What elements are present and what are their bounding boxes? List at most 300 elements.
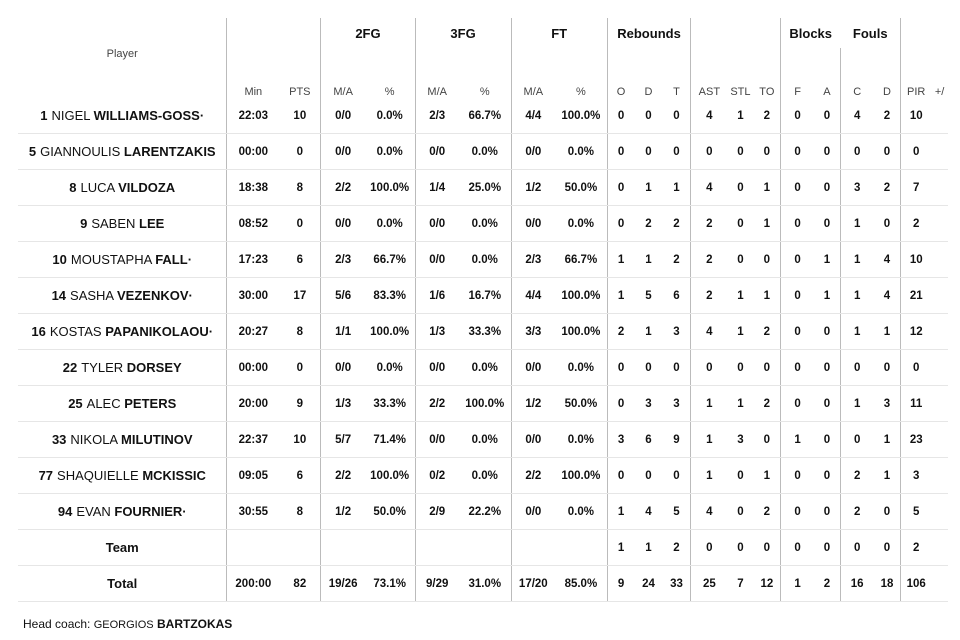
cell-min: 17:23 (227, 242, 279, 278)
cell-reb-d: 1 (634, 242, 662, 278)
cell-reb-o: 0 (607, 458, 634, 494)
player-first-name: SHAQUIELLE (57, 468, 139, 483)
cell-fg2-ma: 2/2 (321, 458, 365, 494)
player-name-cell[interactable] (18, 494, 227, 530)
cell-blk-f: 0 (781, 206, 814, 242)
cell-pm (931, 242, 948, 278)
cell-fg3-pct: 16.7% (459, 278, 511, 314)
table-row (18, 422, 948, 458)
cell-reb-o: 0 (607, 98, 634, 134)
head-coach-label: Head coach: (23, 617, 91, 631)
cell-fg3-pct: 31.0% (459, 566, 511, 602)
player-name-cell[interactable] (18, 206, 227, 242)
starter-marker: · (187, 252, 193, 267)
cell-pts: 10 (279, 422, 321, 458)
cell-stl: 0 (727, 458, 753, 494)
cell-fg3-pct: 0.0% (459, 206, 511, 242)
cell-reb-o: 1 (607, 278, 634, 314)
group-header-row (18, 18, 948, 48)
cell-pm (931, 278, 948, 314)
player-name-cell[interactable] (18, 170, 227, 206)
cell-ast: 0 (691, 530, 728, 566)
cell-reb-o: 0 (607, 350, 634, 386)
cell-min: 22:37 (227, 422, 279, 458)
cell-ft-ma: 1/2 (511, 386, 555, 422)
cell-foul-d: 0 (874, 350, 901, 386)
player-last-name: DORSEY (126, 360, 182, 375)
cell-pir: 12 (901, 314, 931, 350)
cell-foul-c: 0 (840, 530, 873, 566)
cell-foul-d: 3 (874, 386, 901, 422)
cell-foul-c: 4 (840, 98, 873, 134)
col-stl: STL (730, 86, 751, 98)
cell-pm (931, 494, 948, 530)
cell-foul-c: 1 (840, 242, 873, 278)
cell-reb-t: 0 (663, 98, 691, 134)
cell-reb-o: 0 (607, 206, 634, 242)
cell-pts: 0 (279, 206, 321, 242)
cell-fg3-ma: 0/2 (415, 458, 459, 494)
player-name-cell[interactable] (18, 98, 227, 134)
table-row (18, 386, 948, 422)
col-blk-a: A (823, 86, 831, 98)
player-last-name: WILLIAMS-GOSS (93, 108, 200, 123)
col-2fg-ma: M/A (321, 48, 365, 98)
cell-ft-pct: 0.0% (555, 206, 607, 242)
player-number: 8 (69, 180, 77, 195)
cell-pm (931, 386, 948, 422)
cell-reb-o: 0 (607, 134, 634, 170)
cell-min: 08:52 (227, 206, 279, 242)
cell-stl: 0 (727, 350, 753, 386)
cell-ft-pct: 85.0% (555, 566, 607, 602)
player-name-cell[interactable] (18, 134, 227, 170)
player-first-name: LUCA (80, 180, 115, 195)
cell-fg2-pct: 100.0% (365, 458, 415, 494)
cell-fg3-pct: 22.2% (459, 494, 511, 530)
cell-pm (931, 134, 948, 170)
cell-ft-pct: 0.0% (555, 422, 607, 458)
cell-fg2-ma: 2/3 (321, 242, 365, 278)
player-first-name: NIKOLA (70, 432, 118, 447)
player-number: 33 (51, 432, 67, 447)
player-number: 1 (40, 108, 48, 123)
cell-pir: 0 (901, 134, 931, 170)
col-foul-d: D (883, 86, 891, 98)
cell-pir: 2 (901, 206, 931, 242)
cell-reb-d: 2 (634, 206, 662, 242)
cell-pm (931, 458, 948, 494)
cell-pts: 0 (279, 350, 321, 386)
player-number: 16 (31, 324, 46, 339)
cell-ast: 1 (691, 386, 728, 422)
cell-reb-d: 1 (634, 314, 662, 350)
cell-foul-d: 1 (874, 458, 901, 494)
cell-blk-a: 0 (814, 170, 840, 206)
head-coach-first-name: GEORGIOS (93, 619, 154, 631)
cell-reb-o: 1 (607, 242, 634, 278)
cell-fg2-pct: 66.7% (365, 242, 415, 278)
player-last-name: FALL (155, 252, 188, 267)
cell-reb-t: 0 (663, 134, 691, 170)
cell-foul-d: 0 (874, 206, 901, 242)
col-reb-d: D (644, 86, 653, 98)
cell-to: 0 (754, 134, 781, 170)
cell-stl: 1 (727, 278, 753, 314)
cell-ft-pct: 100.0% (555, 98, 607, 134)
col-plus-minus: +/ (934, 86, 945, 98)
cell-foul-d: 0 (874, 134, 901, 170)
cell-ft-pct: 100.0% (555, 458, 607, 494)
cell-pts: 9 (279, 386, 321, 422)
player-number: 77 (38, 468, 54, 483)
col-blk-f: F (781, 48, 814, 98)
cell-reb-d: 0 (634, 458, 662, 494)
cell-fg3-pct: 0.0% (459, 458, 511, 494)
cell-fg3-ma: 9/29 (415, 566, 459, 602)
cell-fg2-pct: 33.3% (365, 386, 415, 422)
cell-reb-d: 1 (634, 530, 662, 566)
cell-to: 1 (754, 458, 781, 494)
player-first-name: GIANNOULIS (40, 144, 121, 159)
cell-pts: 82 (279, 566, 321, 602)
boxscore-body (18, 98, 948, 602)
cell-blk-a: 0 (814, 98, 840, 134)
col-ft-ma: M/A (511, 48, 555, 98)
group-fouls: Fouls (852, 25, 888, 41)
col-3fg-pct: % (479, 86, 490, 98)
cell-pm (931, 350, 948, 386)
cell-ft-pct: 0.0% (555, 134, 607, 170)
cell-foul-d: 4 (874, 278, 901, 314)
cell-fg2-ma: 1/3 (321, 386, 365, 422)
cell-stl: 0 (727, 206, 753, 242)
cell-foul-c: 1 (840, 314, 873, 350)
cell-stl: 1 (727, 314, 753, 350)
table-row (18, 206, 948, 242)
player-first-name: SABEN (91, 216, 136, 231)
cell-reb-t: 0 (663, 458, 691, 494)
cell-ft-pct: 0.0% (555, 494, 607, 530)
col-reb-o: O (607, 48, 634, 98)
cell-pir: 10 (901, 242, 931, 278)
cell-reb-t: 0 (663, 350, 691, 386)
cell-ast: 4 (691, 170, 728, 206)
cell-fg3-ma: 0/0 (415, 242, 459, 278)
cell-pir: 2 (901, 530, 931, 566)
cell-blk-f: 0 (781, 242, 814, 278)
cell-fg3-pct: 0.0% (459, 422, 511, 458)
cell-pts (279, 530, 321, 566)
cell-fg3-pct: 66.7% (459, 98, 511, 134)
player-first-name: NIGEL (51, 108, 91, 123)
col-player: Player (106, 48, 138, 60)
cell-pm (931, 422, 948, 458)
cell-pts: 6 (279, 242, 321, 278)
cell-reb-o: 9 (607, 566, 634, 602)
cell-pm (931, 206, 948, 242)
cell-pts: 8 (279, 170, 321, 206)
table-row (18, 170, 948, 206)
cell-foul-d: 0 (874, 530, 901, 566)
cell-foul-d: 2 (874, 170, 901, 206)
cell-blk-a: 0 (814, 458, 840, 494)
cell-reb-t: 3 (663, 386, 691, 422)
cell-ft-pct: 0.0% (555, 350, 607, 386)
starter-marker: · (182, 504, 187, 519)
player-name-cell[interactable] (18, 386, 227, 422)
cell-blk-a: 0 (814, 134, 840, 170)
starter-marker: · (188, 288, 193, 303)
cell-ft-ma: 0/0 (511, 494, 555, 530)
cell-foul-d: 18 (874, 566, 901, 602)
cell-min: 18:38 (227, 170, 279, 206)
player-last-name: FOURNIER (114, 504, 183, 519)
player-number: 10 (52, 252, 67, 267)
cell-blk-f: 0 (781, 530, 814, 566)
cell-reb-d: 0 (634, 98, 662, 134)
cell-pts: 8 (279, 494, 321, 530)
cell-pir: 7 (901, 170, 931, 206)
cell-pts: 17 (279, 278, 321, 314)
cell-fg2-ma: 0/0 (321, 206, 365, 242)
col-pts: PTS (289, 86, 311, 98)
cell-pm (931, 98, 948, 134)
cell-fg2-ma: 0/0 (321, 134, 365, 170)
team-label: Team (18, 530, 227, 566)
player-last-name: LEE (139, 216, 165, 231)
col-ft-pct: % (575, 86, 586, 98)
cell-reb-t: 2 (663, 242, 691, 278)
group-ft: FT (511, 18, 607, 48)
cell-fg2-ma: 1/1 (321, 314, 365, 350)
table-row (18, 278, 948, 314)
cell-stl: 1 (727, 386, 753, 422)
table-row (18, 350, 948, 386)
cell-blk-f: 0 (781, 314, 814, 350)
cell-pir: 11 (901, 386, 931, 422)
player-first-name: ALEC (86, 396, 121, 411)
player-name-cell[interactable] (18, 350, 227, 386)
cell-pm (931, 530, 948, 566)
cell-fg3-ma: 2/2 (415, 386, 459, 422)
cell-ast: 25 (691, 566, 728, 602)
cell-fg2-ma: 5/7 (321, 422, 365, 458)
player-name-cell[interactable] (18, 314, 227, 350)
cell-blk-f: 0 (781, 386, 814, 422)
col-foul-c: C (840, 48, 873, 98)
cell-blk-a: 0 (814, 350, 840, 386)
player-first-name: TYLER (81, 360, 124, 375)
cell-ft-ma: 4/4 (511, 98, 555, 134)
cell-reb-o: 0 (607, 170, 634, 206)
cell-fg2-ma (321, 530, 365, 566)
cell-min: 00:00 (227, 350, 279, 386)
cell-stl: 0 (727, 134, 753, 170)
cell-ast: 2 (691, 206, 728, 242)
cell-fg2-pct: 83.3% (365, 278, 415, 314)
cell-fg3-pct: 0.0% (459, 242, 511, 278)
player-name-cell[interactable] (18, 242, 227, 278)
cell-reb-d: 1 (634, 170, 662, 206)
starter-marker: · (208, 324, 214, 339)
starter-marker: · (199, 108, 205, 123)
cell-blk-a: 0 (814, 314, 840, 350)
cell-pts: 6 (279, 458, 321, 494)
player-last-name: MILUTINOV (121, 432, 193, 447)
cell-ast: 4 (691, 98, 728, 134)
cell-min: 30:55 (227, 494, 279, 530)
cell-fg2-ma: 1/2 (321, 494, 365, 530)
cell-stl: 1 (727, 98, 753, 134)
cell-to: 2 (754, 314, 781, 350)
cell-fg3-pct: 25.0% (459, 170, 511, 206)
cell-reb-d: 5 (634, 278, 662, 314)
cell-reb-t: 6 (663, 278, 691, 314)
player-first-name: MOUSTAPHA (70, 252, 152, 267)
col-2fg-pct: % (384, 86, 395, 98)
cell-ft-ma: 0/0 (511, 134, 555, 170)
player-name-cell[interactable] (18, 278, 227, 314)
cell-blk-f: 0 (781, 134, 814, 170)
cell-fg2-pct: 100.0% (365, 314, 415, 350)
player-number: 9 (80, 216, 88, 231)
cell-ft-ma: 3/3 (511, 314, 555, 350)
cell-min: 20:27 (227, 314, 279, 350)
total-row (18, 566, 948, 602)
cell-blk-a: 1 (814, 242, 840, 278)
table-row (18, 494, 948, 530)
player-name-cell[interactable] (18, 422, 227, 458)
player-last-name: PETERS (124, 396, 177, 411)
cell-pir: 23 (901, 422, 931, 458)
cell-ast: 2 (691, 278, 728, 314)
cell-ast: 2 (691, 242, 728, 278)
cell-fg3-pct: 100.0% (459, 386, 511, 422)
cell-to: 0 (754, 530, 781, 566)
cell-reb-o: 2 (607, 314, 634, 350)
cell-fg3-ma: 0/0 (415, 350, 459, 386)
cell-ft-ma: 1/2 (511, 170, 555, 206)
cell-pm (931, 566, 948, 602)
cell-blk-f: 0 (781, 350, 814, 386)
cell-ft-ma: 17/20 (511, 566, 555, 602)
player-first-name: SASHA (70, 288, 114, 303)
cell-reb-t: 2 (663, 206, 691, 242)
cell-stl: 3 (727, 422, 753, 458)
group-2fg: 2FG (321, 18, 415, 48)
cell-foul-c: 2 (840, 494, 873, 530)
cell-ast: 0 (691, 134, 728, 170)
boxscore-table (18, 18, 948, 602)
cell-min (227, 530, 279, 566)
cell-reb-t: 2 (663, 530, 691, 566)
cell-pm (931, 314, 948, 350)
cell-pir: 3 (901, 458, 931, 494)
cell-fg2-pct: 71.4% (365, 422, 415, 458)
col-ast: AST (691, 48, 728, 98)
cell-min: 30:00 (227, 278, 279, 314)
cell-ft-ma: 0/0 (511, 350, 555, 386)
cell-foul-c: 1 (840, 206, 873, 242)
player-last-name: VILDOZA (118, 180, 176, 195)
cell-pir: 106 (901, 566, 931, 602)
cell-blk-f: 0 (781, 170, 814, 206)
cell-to: 1 (754, 278, 781, 314)
cell-reb-o: 0 (607, 386, 634, 422)
cell-reb-o: 3 (607, 422, 634, 458)
player-last-name: LARENTZAKIS (123, 144, 216, 159)
cell-fg3-ma: 1/6 (415, 278, 459, 314)
cell-min: 200:00 (227, 566, 279, 602)
cell-stl: 0 (727, 242, 753, 278)
player-number: 25 (68, 396, 83, 411)
cell-ft-pct: 100.0% (555, 314, 607, 350)
cell-fg2-ma: 2/2 (321, 170, 365, 206)
cell-reb-t: 1 (663, 170, 691, 206)
cell-to: 12 (754, 566, 781, 602)
table-row (18, 242, 948, 278)
cell-fg2-pct: 0.0% (365, 98, 415, 134)
player-first-name: KOSTAS (49, 324, 102, 339)
cell-to: 1 (754, 206, 781, 242)
cell-foul-c: 0 (840, 350, 873, 386)
cell-to: 0 (754, 242, 781, 278)
cell-foul-c: 2 (840, 458, 873, 494)
cell-blk-a: 1 (814, 278, 840, 314)
cell-blk-f: 0 (781, 458, 814, 494)
cell-reb-t: 5 (663, 494, 691, 530)
cell-fg2-pct: 0.0% (365, 350, 415, 386)
cell-reb-d: 3 (634, 386, 662, 422)
cell-blk-a: 2 (814, 566, 840, 602)
cell-fg3-ma: 0/0 (415, 422, 459, 458)
cell-reb-t: 9 (663, 422, 691, 458)
cell-foul-d: 4 (874, 242, 901, 278)
cell-reb-d: 0 (634, 134, 662, 170)
cell-pts: 0 (279, 134, 321, 170)
cell-stl: 7 (727, 566, 753, 602)
cell-min: 09:05 (227, 458, 279, 494)
cell-foul-c: 1 (840, 386, 873, 422)
cell-stl: 0 (727, 494, 753, 530)
cell-reb-o: 1 (607, 494, 634, 530)
player-name-cell[interactable] (18, 458, 227, 494)
table-row (18, 98, 948, 134)
cell-ast: 4 (691, 314, 728, 350)
player-number: 5 (28, 144, 37, 159)
cell-ast: 4 (691, 494, 728, 530)
cell-blk-f: 0 (781, 98, 814, 134)
cell-ft-ma (511, 530, 555, 566)
cell-fg3-ma: 0/0 (415, 206, 459, 242)
cell-blk-a: 0 (814, 206, 840, 242)
cell-to: 2 (754, 98, 781, 134)
cell-ft-ma: 2/2 (511, 458, 555, 494)
cell-ft-ma: 0/0 (511, 206, 555, 242)
cell-fg3-ma: 1/4 (415, 170, 459, 206)
cell-blk-f: 0 (781, 278, 814, 314)
cell-pir: 5 (901, 494, 931, 530)
player-number: 94 (57, 504, 73, 519)
cell-foul-d: 2 (874, 98, 901, 134)
cell-ft-pct: 50.0% (555, 386, 607, 422)
cell-fg2-ma: 5/6 (321, 278, 365, 314)
player-number: 22 (62, 360, 78, 375)
cell-fg2-ma: 0/0 (321, 98, 365, 134)
column-header-row (18, 48, 948, 98)
player-last-name: PAPANIKOLAOU (105, 324, 209, 339)
